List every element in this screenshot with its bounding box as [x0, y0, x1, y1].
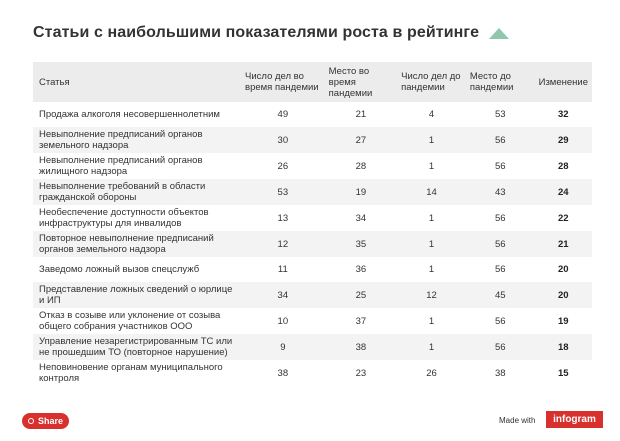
table-body	[33, 102, 592, 386]
table-row	[33, 179, 592, 205]
table-row	[33, 205, 592, 231]
table-cell-article: Управление незарегистрированным ТС или не прошедшим ТО (повторное нарушение)	[33, 334, 241, 360]
table-cell-change: 21	[535, 231, 592, 257]
table-cell-cases-pandemic: 10	[241, 308, 325, 334]
table-cell-cases-pandemic: 30	[241, 127, 325, 153]
table-cell-article: Продажа алкоголя несовершеннолетним	[33, 102, 241, 127]
table-cell-place-before: 56	[466, 257, 535, 282]
table-cell-change: 20	[535, 257, 592, 282]
infogram-logo-text: infogram	[553, 414, 596, 425]
table-cell-article: Неповиновение органам муниципального контроля	[33, 360, 241, 386]
table-row	[33, 231, 592, 257]
made-with-label: Made with	[499, 416, 536, 425]
table-row	[33, 102, 592, 127]
table-cell-article: Невыполнение предписаний органов земельного надзора	[33, 127, 241, 153]
table-cell-cases-before: 1	[397, 257, 466, 282]
share-button-label: Share	[37, 416, 63, 426]
share-button[interactable]	[22, 413, 69, 429]
table-cell-place-before: 38	[466, 360, 535, 386]
table-cell-cases-before: 1	[397, 334, 466, 360]
table-row	[33, 360, 592, 386]
table-cell-cases-pandemic: 49	[241, 102, 325, 127]
table-cell-cases-pandemic: 13	[241, 205, 325, 231]
table-cell-cases-pandemic: 34	[241, 282, 325, 308]
table-cell-cases-before: 1	[397, 205, 466, 231]
table-cell-place-pandemic: 38	[325, 334, 397, 360]
table-cell-change: 22	[535, 205, 592, 231]
table-row	[33, 334, 592, 360]
table-cell-place-before: 53	[466, 102, 535, 127]
chart-title: Статьи с наибольшими показателями роста в рейтинге	[33, 24, 480, 41]
table-cell-cases-pandemic: 26	[241, 153, 325, 179]
table-cell-place-pandemic: 28	[325, 153, 397, 179]
column-header-place-pandemic: Место во время пандемии	[325, 62, 397, 102]
table-cell-place-before: 56	[466, 308, 535, 334]
table-cell-change: 29	[535, 127, 592, 153]
table-cell-place-pandemic: 37	[325, 308, 397, 334]
table-cell-article: Невыполнение требований в области гражданской обороны	[33, 179, 241, 205]
table-cell-cases-before: 1	[397, 231, 466, 257]
table-cell-place-before: 56	[466, 127, 535, 153]
table-cell-change: 28	[535, 153, 592, 179]
table-cell-cases-before: 1	[397, 127, 466, 153]
table-cell-place-pandemic: 36	[325, 257, 397, 282]
table-cell-cases-before: 14	[397, 179, 466, 205]
table-cell-change: 19	[535, 308, 592, 334]
table-cell-place-before: 56	[466, 205, 535, 231]
column-header-change: Изменение	[535, 62, 592, 102]
table-row	[33, 153, 592, 179]
table-row	[33, 257, 592, 282]
table-cell-article: Отказ в созыве или уклонение от созыва общего собрания участников ООО	[33, 308, 241, 334]
table-cell-cases-pandemic: 38	[241, 360, 325, 386]
table-cell-place-pandemic: 25	[325, 282, 397, 308]
table-cell-article: Представление ложных сведений о юрлице и ИП	[33, 282, 241, 308]
column-header-cases-before: Число дел до пандемии	[397, 62, 466, 102]
table-cell-place-before: 56	[466, 334, 535, 360]
share-icon	[28, 418, 34, 424]
table-cell-change: 32	[535, 102, 592, 127]
table-row	[33, 127, 592, 153]
table-cell-change: 20	[535, 282, 592, 308]
table-header-row	[33, 62, 592, 102]
table-cell-change: 18	[535, 334, 592, 360]
table-cell-cases-pandemic: 11	[241, 257, 325, 282]
table-cell-cases-before: 4	[397, 102, 466, 127]
column-header-cases-pandemic: Число дел во время пандемии	[241, 62, 325, 102]
table-cell-place-pandemic: 34	[325, 205, 397, 231]
table-cell-cases-before: 1	[397, 153, 466, 179]
table-cell-place-pandemic: 27	[325, 127, 397, 153]
table-cell-cases-pandemic: 12	[241, 231, 325, 257]
data-table	[33, 62, 592, 386]
triangle-up-icon	[489, 28, 509, 39]
table-cell-cases-before: 26	[397, 360, 466, 386]
table-cell-place-pandemic: 19	[325, 179, 397, 205]
table-cell-cases-pandemic: 53	[241, 179, 325, 205]
table-cell-place-before: 56	[466, 153, 535, 179]
column-header-place-before: Место до пандемии	[466, 62, 535, 102]
table-row	[33, 282, 592, 308]
table-cell-cases-before: 12	[397, 282, 466, 308]
table-cell-article: Повторное невыполнение предписаний органов земельного надзора	[33, 231, 241, 257]
table-cell-cases-pandemic: 9	[241, 334, 325, 360]
table-cell-change: 24	[535, 179, 592, 205]
table-cell-place-before: 56	[466, 231, 535, 257]
table-cell-place-before: 43	[466, 179, 535, 205]
table-cell-article: Заведомо ложный вызов спецслужб	[33, 257, 241, 282]
table-cell-article: Необеспечение доступности объектов инфраструктуры для инвалидов	[33, 205, 241, 231]
table-cell-cases-before: 1	[397, 308, 466, 334]
table-cell-article: Невыполнение предписаний органов жилищного надзора	[33, 153, 241, 179]
column-header-article: Статья	[33, 62, 241, 102]
table-cell-change: 15	[535, 360, 592, 386]
table-cell-place-pandemic: 21	[325, 102, 397, 127]
table-cell-place-pandemic: 35	[325, 231, 397, 257]
table-cell-place-before: 45	[466, 282, 535, 308]
table-cell-place-pandemic: 23	[325, 360, 397, 386]
infogram-logo[interactable]	[546, 411, 603, 428]
table-row	[33, 308, 592, 334]
chart-title-row	[33, 24, 509, 42]
